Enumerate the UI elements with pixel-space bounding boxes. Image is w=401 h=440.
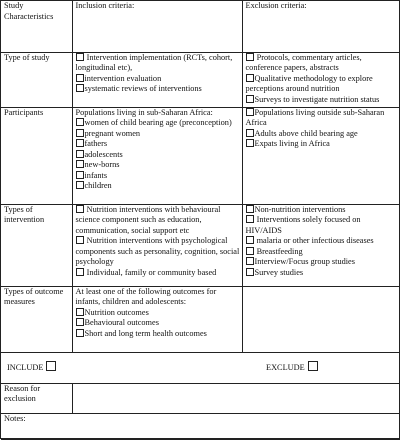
checkbox-label: Nutrition outcomes: [84, 307, 149, 317]
checkbox[interactable]: [76, 205, 84, 213]
header-inclusion-criteria: Inclusion criteria:: [72, 1, 242, 52]
checkbox[interactable]: [76, 318, 84, 326]
checkbox-item[interactable]: [76, 74, 240, 85]
checkbox-label: Behavioural outcomes: [84, 318, 159, 327]
checkbox[interactable]: [246, 215, 254, 223]
checkbox-label: malaria or other infectious diseases: [256, 236, 374, 245]
row-notes: [1, 413, 400, 439]
screening-table: [1, 1, 400, 440]
exclusion-cell: [242, 204, 400, 286]
exclude-label: EXCLUDE: [266, 362, 305, 372]
exclude-option[interactable]: [266, 361, 318, 374]
decision-cell: [1, 352, 400, 383]
checkbox-label: Intervention implementation (RCTs, cohort, longitudinal etc),: [75, 52, 233, 72]
checkbox-label: fathers: [84, 139, 108, 148]
row-type-of-study: [1, 52, 400, 107]
checkbox-label: Interventions solely focused on HIV/AIDS: [245, 215, 361, 235]
checkbox[interactable]: [76, 139, 84, 147]
checkbox[interactable]: [246, 95, 254, 103]
exclusion-cell: [242, 52, 400, 107]
row-label: Types of outcome measures: [1, 286, 72, 352]
checkbox-label: Interview/Focus group studies: [254, 257, 355, 266]
exclusion-cell: [242, 107, 400, 204]
inclusion-cell: [72, 204, 242, 286]
checkbox-label: new-borns: [84, 160, 120, 169]
checkbox-item[interactable]: [76, 118, 240, 129]
checkbox-item[interactable]: [246, 139, 399, 150]
checkbox-item[interactable]: [246, 95, 399, 106]
row-participants: [1, 107, 400, 204]
checkbox-label: Populations living outside sub-Saharan Africa: [245, 107, 385, 127]
checkbox-label: Adults above child bearing age: [254, 128, 358, 138]
checkbox-item[interactable]: [246, 53, 399, 74]
checkbox[interactable]: [76, 118, 84, 126]
checkbox-item[interactable]: [76, 139, 240, 150]
header-exclusion-criteria: Exclusion criteria:: [242, 1, 400, 52]
checkbox-label: Nutrition interventions with behavioural science component such as education, communication, social support etc: [75, 204, 221, 235]
checkbox-label: Breastfeeding: [256, 246, 303, 256]
checkbox-item[interactable]: [246, 74, 399, 95]
checkbox-item[interactable]: [246, 257, 399, 268]
checkbox-item[interactable]: [246, 215, 399, 236]
checkbox-label: systematic reviews of interventions: [84, 84, 202, 93]
checkbox-label: Nutrition interventions with psychological components such as personality, cognition, social psychology: [75, 236, 240, 266]
row-types-of-intervention: [1, 204, 400, 286]
checkbox-item[interactable]: [76, 318, 240, 329]
checkbox-item[interactable]: [246, 129, 399, 140]
include-option[interactable]: [7, 361, 56, 374]
inclusion-cell: [72, 286, 242, 352]
checkbox[interactable]: [246, 139, 254, 147]
checkbox-item[interactable]: [246, 205, 399, 216]
checkbox-item[interactable]: [76, 205, 240, 237]
header-row: [1, 1, 400, 52]
checkbox-item[interactable]: [76, 236, 240, 268]
checkbox-item[interactable]: [76, 129, 240, 140]
row-label: Types of intervention: [1, 204, 72, 286]
criteria-intro: At least one of the following outcomes for infants, children and adolescents:: [75, 286, 217, 306]
checkbox-label: Qualitative methodology to explore perceptions around nutrition: [245, 73, 373, 93]
checkbox-item[interactable]: [246, 108, 399, 129]
checkbox-label: Protocols, commentary articles, conference papers, abstracts: [245, 52, 362, 72]
exclusion-cell: [242, 286, 400, 352]
checkbox-label: Survey studies: [254, 267, 304, 277]
checkbox-item[interactable]: [76, 53, 240, 74]
header-study-characteristics: Study Characteristics: [1, 1, 72, 52]
checkbox-label: infants: [84, 170, 108, 180]
checkbox[interactable]: [76, 74, 84, 82]
include-checkbox[interactable]: [46, 361, 56, 371]
reason-field[interactable]: [72, 383, 400, 413]
checkbox-label: Surveys to investigate nutrition status: [254, 94, 380, 104]
checkbox[interactable]: [246, 108, 254, 116]
checkbox[interactable]: [246, 129, 254, 137]
checkbox[interactable]: [76, 268, 84, 276]
checkbox-label: women of child bearing age (preconception): [84, 118, 232, 127]
checkbox[interactable]: [76, 129, 84, 137]
checkbox-label: pregnant women: [84, 128, 141, 138]
checkbox-item[interactable]: [76, 329, 240, 340]
checkbox-label: intervention evaluation: [84, 73, 162, 83]
row-types-of-outcome-measures: [1, 286, 400, 352]
checkbox-item[interactable]: [76, 150, 240, 161]
inclusion-cell: [72, 52, 242, 107]
decision-line: [4, 353, 398, 383]
row-decision: [1, 352, 400, 383]
checkbox[interactable]: [246, 74, 254, 82]
checkbox[interactable]: [246, 236, 254, 244]
checkbox[interactable]: [246, 205, 254, 213]
checkbox[interactable]: [76, 53, 84, 61]
checkbox-item[interactable]: [246, 247, 399, 258]
inclusion-cell: [72, 107, 242, 204]
checkbox-label: adolescents: [84, 149, 123, 159]
notes-label: Notes:: [4, 413, 26, 423]
checkbox-item[interactable]: [246, 236, 399, 247]
checkbox-item[interactable]: [76, 308, 240, 319]
checkbox[interactable]: [76, 181, 84, 189]
checkbox-item[interactable]: [76, 268, 240, 279]
checkbox[interactable]: [76, 160, 84, 168]
checkbox[interactable]: [246, 268, 254, 276]
checkbox[interactable]: [76, 308, 84, 316]
include-label: INCLUDE: [7, 362, 44, 372]
row-label: Participants: [1, 107, 72, 204]
checkbox[interactable]: [246, 53, 254, 61]
checkbox[interactable]: [76, 236, 84, 244]
row-reason-for-exclusion: [1, 383, 400, 413]
checkbox-label: Expats living in Africa: [254, 139, 330, 148]
reason-label: Reason for exclusion: [1, 383, 72, 413]
checkbox[interactable]: [76, 84, 84, 92]
checkbox-item[interactable]: [76, 181, 240, 192]
row-label: Type of study: [1, 52, 72, 107]
checkbox[interactable]: [76, 171, 84, 179]
checkbox[interactable]: [246, 247, 254, 255]
checkbox[interactable]: [246, 257, 254, 265]
checkbox-label: children: [84, 181, 112, 190]
checkbox[interactable]: [76, 150, 84, 158]
checkbox-item[interactable]: [76, 171, 240, 182]
exclude-checkbox[interactable]: [308, 361, 318, 371]
checkbox-item[interactable]: [246, 268, 399, 279]
checkbox-item[interactable]: [76, 160, 240, 171]
notes-field[interactable]: [1, 413, 400, 439]
checkbox-item[interactable]: [76, 84, 240, 95]
checkbox-label: Short and long term health outcomes: [84, 328, 207, 338]
checkbox[interactable]: [76, 329, 84, 337]
checkbox-label: Individual, family or community based: [86, 267, 217, 277]
criteria-intro: Populations living in sub-Saharan Africa:: [75, 107, 213, 117]
checkbox-label: Non-nutrition interventions: [254, 204, 346, 214]
